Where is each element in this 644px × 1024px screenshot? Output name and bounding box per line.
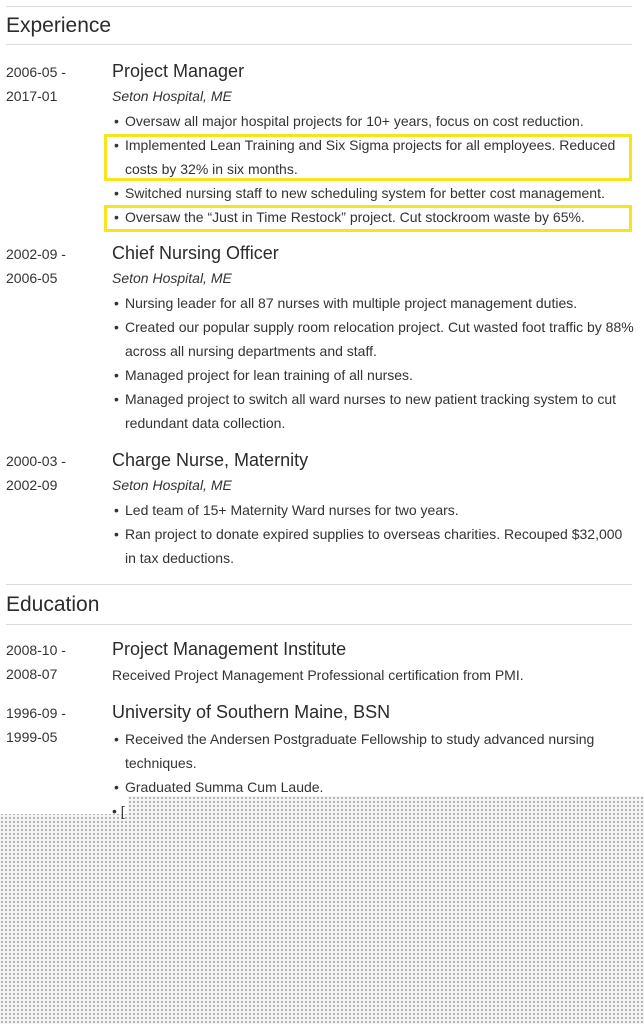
end-date: 2006-05 bbox=[6, 270, 58, 286]
bullet-item: • Oversaw the “Just in Time Restock” project. Cut stockroom waste by 65%. bbox=[112, 205, 636, 229]
entry-dates bbox=[6, 701, 106, 749]
top-divider bbox=[6, 6, 632, 7]
entry-dates bbox=[6, 638, 106, 686]
education-top-divider bbox=[6, 584, 632, 585]
entry-body bbox=[112, 636, 636, 686]
experience-heading: Experience bbox=[6, 14, 112, 37]
end-date: 2002-09 bbox=[6, 477, 58, 493]
entry-dates bbox=[6, 242, 106, 290]
bullet-item: • Implemented Lean Training and Six Sigma projects for all employees. Reduced costs by 32% in six months. bbox=[112, 133, 636, 181]
bullet-item: • Received the Andersen Postgraduate Fellowship to study advanced nursing techniques. bbox=[112, 727, 636, 775]
entry-body bbox=[112, 447, 636, 570]
bullet-list bbox=[112, 727, 636, 799]
faded-overlay bbox=[0, 796, 644, 1024]
start-date: 2000-03 - bbox=[6, 453, 66, 469]
start-date: 2002-09 - bbox=[6, 246, 66, 262]
bullet-item: • Created our popular supply room relocation project. Cut wasted foot traffic by 88% across all nursing departments and staff. bbox=[112, 315, 636, 363]
school-name: Project Management Institute bbox=[112, 639, 347, 659]
bullet-item: • Ran project to donate expired supplies to overseas charities. Recouped $32,000 in tax deductions. bbox=[112, 522, 636, 570]
entry-description: Received Project Management Professional certification from PMI. bbox=[112, 667, 524, 683]
entry-dates bbox=[6, 449, 106, 497]
highlight-box bbox=[104, 134, 632, 181]
bullet-list bbox=[112, 291, 636, 435]
end-date: 2017-01 bbox=[6, 88, 58, 104]
organization: Seton Hospital, ME bbox=[112, 88, 232, 104]
organization: Seton Hospital, ME bbox=[112, 477, 232, 493]
start-date: 2008-10 - bbox=[6, 642, 66, 658]
start-date: 1996-09 - bbox=[6, 705, 66, 721]
education-divider bbox=[6, 624, 632, 625]
partial-bullet: • [ bbox=[112, 803, 125, 819]
bullet-item: • Oversaw all major hospital projects for 10+ years, focus on cost reduction. bbox=[112, 109, 636, 133]
entry-body bbox=[112, 240, 636, 435]
experience-divider bbox=[6, 44, 632, 45]
bullet-item: • Managed project to switch all ward nurses to new patient tracking system to cut redundant data collection. bbox=[112, 387, 636, 435]
start-date: 2006-05 - bbox=[6, 64, 66, 80]
bullet-item: • Nursing leader for all 87 nurses with multiple project management duties. bbox=[112, 291, 636, 315]
bullet-list bbox=[112, 498, 636, 570]
bullet-item: • Managed project for lean training of all nurses. bbox=[112, 363, 636, 387]
job-title: Chief Nursing Officer bbox=[112, 243, 279, 263]
highlight-box bbox=[104, 205, 632, 232]
end-date: 2008-07 bbox=[6, 666, 58, 682]
bullet-item: • Switched nursing staff to new scheduling system for better cost management. bbox=[112, 181, 636, 205]
school-name: University of Southern Maine, BSN bbox=[112, 702, 391, 722]
education-heading: Education bbox=[6, 593, 100, 616]
job-title: Project Manager bbox=[112, 61, 245, 81]
end-date: 1999-05 bbox=[6, 729, 58, 745]
job-title: Charge Nurse, Maternity bbox=[112, 450, 309, 470]
overlay-edge bbox=[0, 796, 128, 814]
entry-dates bbox=[6, 60, 106, 108]
organization: Seton Hospital, ME bbox=[112, 270, 232, 286]
bullet-item: • Led team of 15+ Maternity Ward nurses for two years. bbox=[112, 498, 636, 522]
entry-body bbox=[112, 699, 636, 799]
bullet-item: • Graduated Summa Cum Laude. bbox=[112, 775, 636, 799]
